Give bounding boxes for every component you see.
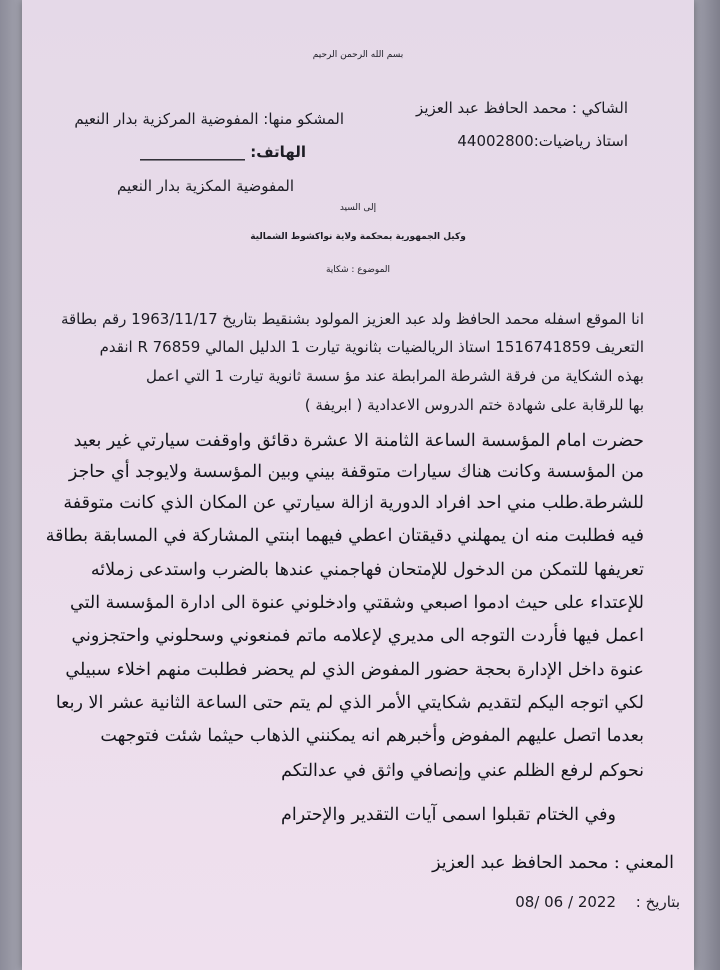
- basmala: بسم الله الرحمن الرحيم: [312, 50, 404, 60]
- subject-line: الموضوع : شكاية: [325, 265, 391, 275]
- complainant-name: الشاكي : محمد الحافظ عبد العزيز: [416, 99, 628, 117]
- date-label: بتاريخ :: [635, 893, 680, 911]
- recipient-title: إلى السيد: [339, 203, 377, 213]
- body-line-10: بعدما اتصل عليهم المفوض وأخبرهم انه يمكنني الذهاب حيثما شئت فتوجهت: [100, 726, 644, 746]
- closing-line: وفي الختام تقبلوا اسمى آيات التقدير والإحترام: [281, 805, 616, 825]
- body-line-11: نحوكم لرفع الظلم عني وإنصافي واثق في عدالتكم: [281, 761, 644, 781]
- typed-line-1: انا الموقع اسفله محمد الحافظ ولد عبد العزيز المولود بشنقيط بتاريخ 1963/11/17 رقم بطاقة: [60, 310, 644, 328]
- body-line-7: اعمل فيها فأردت التوجه الى مديري لإعلامه ماتم فمنعوني وسحلوني واحتجزوني: [71, 626, 644, 646]
- body-line-6: للإعتداء على حيث ادموا اصبعي وشقتي وادخلوني عنوة الى ادارة المؤسسة التي: [70, 593, 644, 613]
- body-line-3: للشرطة.طلب مني احد افراد الدورية ازالة سيارتي عن المكان الذي كانت متوقفة: [63, 493, 644, 513]
- body-line-8: عنوة داخل الإدارة بحجة حضور المفوض الذي لم يحضر فطلبت منهم اخلاء سبيلي: [65, 660, 644, 680]
- typed-line-2: التعريف 1516741859 استاذ الريالضيات بثانوية تيارت 1 الدليل المالي R 76859 انقدم: [99, 338, 644, 356]
- typed-line-4: بها للرقابة على شهادة ختم الدروس الاعدادية ( ابريفة ): [304, 396, 644, 414]
- body-line-5: تعريفها للتمكن من الدخول للإمتحان فهاجمني عندها بالضرب واستدعى زملائه: [90, 560, 644, 580]
- defendant-label: المشكو منها: المفوضية المركزية بدار النعيم: [74, 110, 344, 128]
- recipient-addressee: وكيل الجمهورية بمحكمة ولاية نواكشوط الشمالية: [250, 232, 466, 242]
- typed-line-3: بهذه الشكاية من فرقة الشرطة المرابطة عند مؤ سسة ثانوية تيارت 1 التي اعمل: [146, 367, 644, 385]
- signature-line: المعني : محمد الحافظ عبد العزيز: [432, 853, 674, 873]
- body-line-2: من المؤسسة وكانت هناك سيارات متوقفة بيني وبين المؤسسة ولايوجد أي حاجز: [68, 462, 644, 482]
- complainant-occupation: استاذ رياضيات:44002800: [457, 132, 628, 150]
- defendant-name: المفوضية المكزية بدار النعيم: [116, 177, 294, 195]
- complaint-letter: [22, 0, 694, 970]
- defendant-phone: الهاتف: ______________: [139, 143, 306, 161]
- body-line-9: لكي اتوجه اليكم لتقديم شكايتي الأمر الذي لم يتم حتى الساعة الثانية عشر الا ربعا: [55, 693, 644, 713]
- body-line-4: فيه فطلبت منه ان يمهلني دقيقتان اعطي فيهما ابنتي المشاركة في المسابقة بطاقة: [45, 526, 644, 546]
- date-value: 2022 / 06 /08: [515, 893, 616, 911]
- body-line-1: حضرت امام المؤسسة الساعة الثامنة الا عشرة دقائق واوقفت سيارتي غير بعيد: [73, 431, 644, 451]
